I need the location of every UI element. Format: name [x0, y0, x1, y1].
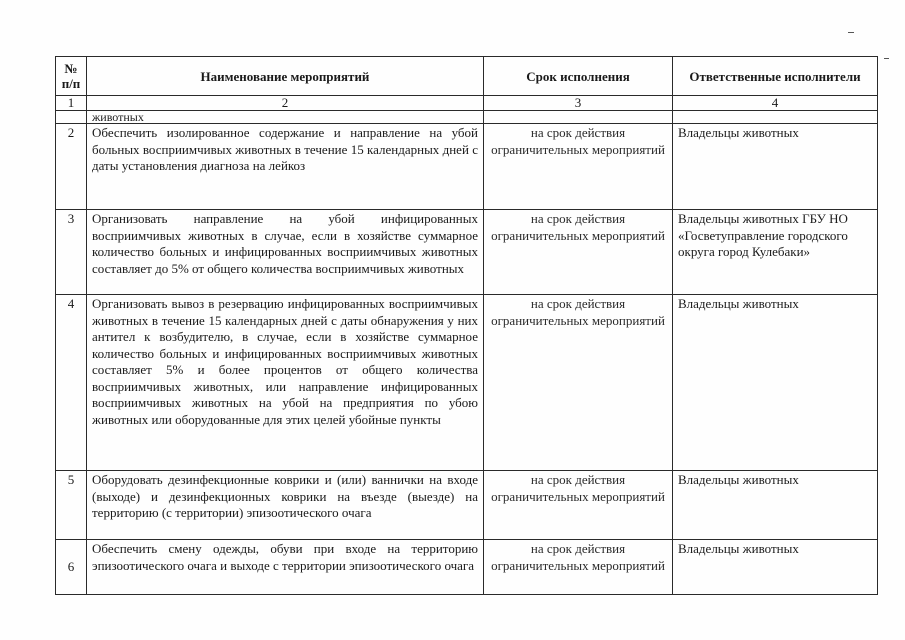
- header-name: Наименование мероприятий: [87, 57, 484, 96]
- column-index: 2: [87, 96, 484, 111]
- row-number: 2: [56, 124, 87, 210]
- table-row: [56, 471, 878, 540]
- execution-term: на срок действия ограничительных мероприятий: [484, 124, 673, 210]
- responsible: Владельцы животных: [673, 471, 878, 540]
- cell-resp: [673, 111, 878, 124]
- row-number: 5: [56, 471, 87, 540]
- continuation-row: [56, 111, 878, 124]
- header-num: № п/п: [56, 57, 87, 96]
- measure-name: Оборудовать дезинфекционные коврики и (или) ваннички на входе (выходе) и дезинфекционных коврики на въезде (выезде) на территорию (с территории) эпизоотического очага: [87, 471, 484, 540]
- table-row: [56, 210, 878, 295]
- column-index: 3: [484, 96, 673, 111]
- header-term: Срок исполнения: [484, 57, 673, 96]
- execution-term: на срок действия ограничительных мероприятий: [484, 210, 673, 295]
- row-number: 3: [56, 210, 87, 295]
- row-number: 4: [56, 295, 87, 471]
- measure-name: Обеспечить изолированное содержание и направление на убой больных восприимчивых животных в течение 15 календарных дней с даты установления диагноза на лейкоз: [87, 124, 484, 210]
- measure-name: Обеспечить смену одежды, обуви при входе на территорию эпизоотического очага и выходе с территории эпизоотического очага: [87, 540, 484, 595]
- column-index-row: [56, 96, 878, 111]
- column-index: 1: [56, 96, 87, 111]
- table-row: [56, 124, 878, 210]
- measures-table: [55, 56, 878, 595]
- scan-speck: [884, 58, 889, 59]
- table-row: [56, 295, 878, 471]
- responsible: Владельцы животных: [673, 124, 878, 210]
- header-resp: Ответственные исполнители: [673, 57, 878, 96]
- responsible: Владельцы животных: [673, 540, 878, 595]
- measure-name: Организовать направление на убой инфицированных восприимчивых животных в случае, если в хозяйстве суммарное количество больных и инфицированных восприимчивых животных составляет до 5% от общего количества восприимчивых животных: [87, 210, 484, 295]
- table-row: [56, 540, 878, 595]
- measure-name: Организовать вывоз в резервацию инфицированных восприимчивых животных в течение 15 календарных дней с даты обнаружения у них антител к возбудителю, в случае, если в хозяйстве суммарное количество больных и инфицированных восприимчивых животных составляет 5% и более процентов от общего количества восприимчивых животных, или направление инфицированных восприимчивых животных на убой на предприятия по убою животных или оборудованные для этих целей убойные пункты: [87, 295, 484, 471]
- cell-num: [56, 111, 87, 124]
- execution-term: на срок действия ограничительных мероприятий: [484, 295, 673, 471]
- execution-term: на срок действия ограничительных мероприятий: [484, 540, 673, 595]
- row-number: 6: [56, 540, 87, 595]
- scan-speck: [848, 32, 854, 33]
- table-header-row: [56, 57, 878, 96]
- cell-term: [484, 111, 673, 124]
- responsible: Владельцы животных ГБУ НО «Госветуправление городского округа город Кулебаки»: [673, 210, 878, 295]
- responsible: Владельцы животных: [673, 295, 878, 471]
- column-index: 4: [673, 96, 878, 111]
- continuation-text: животных: [87, 111, 484, 124]
- execution-term: на срок действия ограничительных мероприятий: [484, 471, 673, 540]
